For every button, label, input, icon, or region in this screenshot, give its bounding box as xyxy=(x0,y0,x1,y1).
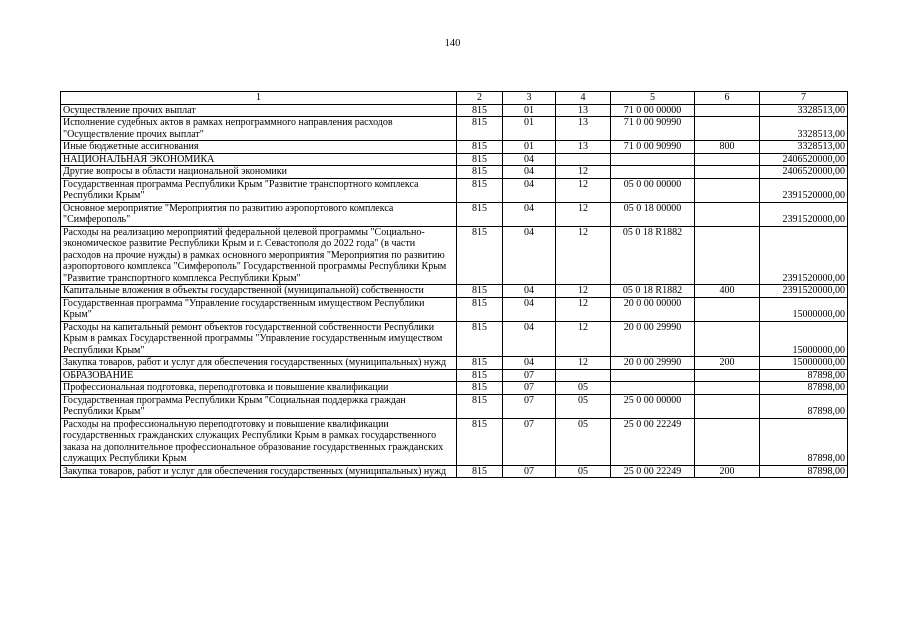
row-subsection xyxy=(556,153,611,166)
table-row xyxy=(61,297,848,321)
row-name: НАЦИОНАЛЬНАЯ ЭКОНОМИКА xyxy=(61,153,457,166)
row-amount: 3328513,00 xyxy=(760,141,848,154)
row-section: 07 xyxy=(503,369,556,382)
column-header: 4 xyxy=(556,92,611,105)
column-header: 2 xyxy=(457,92,503,105)
row-section: 07 xyxy=(503,465,556,478)
row-name: Государственная программа Республики Крым "Развитие транспортного комплекса Республики Крым" xyxy=(61,178,457,202)
row-section: 01 xyxy=(503,104,556,117)
row-expense-type xyxy=(695,394,760,418)
row-name: Государственная программа Республики Крым "Социальная поддержка граждан Республики Крым" xyxy=(61,394,457,418)
row-subsection: 05 xyxy=(556,465,611,478)
row-section: 04 xyxy=(503,178,556,202)
row-code: 815 xyxy=(457,178,503,202)
row-amount: 2391520000,00 xyxy=(760,178,848,202)
row-subsection: 05 xyxy=(556,418,611,465)
row-amount: 2406520000,00 xyxy=(760,153,848,166)
row-section: 01 xyxy=(503,141,556,154)
table-row xyxy=(61,465,848,478)
row-amount: 87898,00 xyxy=(760,465,848,478)
table-row xyxy=(61,418,848,465)
row-target-article: 71 0 00 90990 xyxy=(611,141,695,154)
row-name: ОБРАЗОВАНИЕ xyxy=(61,369,457,382)
row-expense-type xyxy=(695,418,760,465)
row-expense-type xyxy=(695,321,760,357)
row-target-article: 25 0 00 22249 xyxy=(611,418,695,465)
row-subsection: 05 xyxy=(556,382,611,395)
row-name: Закупка товаров, работ и услуг для обеспечения государственных (муниципальных) нужд xyxy=(61,465,457,478)
row-code: 815 xyxy=(457,117,503,141)
row-amount: 15000000,00 xyxy=(760,357,848,370)
row-expense-type xyxy=(695,117,760,141)
row-code: 815 xyxy=(457,382,503,395)
row-section: 04 xyxy=(503,357,556,370)
table-header-row xyxy=(61,92,848,105)
row-subsection: 12 xyxy=(556,285,611,298)
row-code: 815 xyxy=(457,418,503,465)
row-name: Иные бюджетные ассигнования xyxy=(61,141,457,154)
row-code: 815 xyxy=(457,141,503,154)
column-header: 5 xyxy=(611,92,695,105)
row-name: Другие вопросы в области национальной экономики xyxy=(61,166,457,179)
row-target-article: 20 0 00 29990 xyxy=(611,321,695,357)
row-amount: 15000000,00 xyxy=(760,297,848,321)
table-row xyxy=(61,166,848,179)
row-target-article xyxy=(611,369,695,382)
row-expense-type xyxy=(695,382,760,395)
row-section: 04 xyxy=(503,166,556,179)
column-header: 6 xyxy=(695,92,760,105)
row-code: 815 xyxy=(457,166,503,179)
table-row xyxy=(61,357,848,370)
table-row xyxy=(61,117,848,141)
row-section: 04 xyxy=(503,153,556,166)
table-row xyxy=(61,382,848,395)
table-row xyxy=(61,153,848,166)
row-amount: 3328513,00 xyxy=(760,104,848,117)
row-target-article: 20 0 00 29990 xyxy=(611,357,695,370)
row-subsection: 12 xyxy=(556,226,611,285)
row-subsection xyxy=(556,369,611,382)
row-subsection: 12 xyxy=(556,297,611,321)
row-section: 04 xyxy=(503,202,556,226)
row-amount: 87898,00 xyxy=(760,382,848,395)
row-expense-type xyxy=(695,178,760,202)
row-section: 04 xyxy=(503,226,556,285)
row-target-article: 25 0 00 00000 xyxy=(611,394,695,418)
row-section: 01 xyxy=(503,117,556,141)
table-row xyxy=(61,285,848,298)
row-code: 815 xyxy=(457,357,503,370)
row-amount: 87898,00 xyxy=(760,369,848,382)
row-section: 07 xyxy=(503,418,556,465)
row-target-article xyxy=(611,382,695,395)
row-expense-type xyxy=(695,226,760,285)
row-target-article: 05 0 18 R1882 xyxy=(611,285,695,298)
row-name: Капитальные вложения в объекты государственной (муниципальной) собственности xyxy=(61,285,457,298)
row-amount: 2391520000,00 xyxy=(760,226,848,285)
row-code: 815 xyxy=(457,321,503,357)
table-row xyxy=(61,226,848,285)
row-subsection: 12 xyxy=(556,321,611,357)
row-target-article xyxy=(611,153,695,166)
column-header: 7 xyxy=(760,92,848,105)
page-number: 140 xyxy=(444,38,461,49)
row-name: Государственная программа "Управление государственным имуществом Республики Крым" xyxy=(61,297,457,321)
row-name: Расходы на капитальный ремонт объектов государственной собственности Республики Крым в рамках Государственной программы "Управление государственным имуществом Республики Крым" xyxy=(61,321,457,357)
row-code: 815 xyxy=(457,285,503,298)
row-name: Профессиональная подготовка, переподготовка и повышение квалификации xyxy=(61,382,457,395)
table-row xyxy=(61,202,848,226)
row-target-article: 05 0 18 00000 xyxy=(611,202,695,226)
row-code: 815 xyxy=(457,297,503,321)
row-section: 04 xyxy=(503,285,556,298)
row-expense-type xyxy=(695,297,760,321)
row-amount: 87898,00 xyxy=(760,394,848,418)
row-section: 07 xyxy=(503,382,556,395)
row-subsection: 12 xyxy=(556,166,611,179)
table-row xyxy=(61,141,848,154)
row-target-article xyxy=(611,166,695,179)
row-subsection: 12 xyxy=(556,202,611,226)
row-expense-type xyxy=(695,369,760,382)
row-expense-type: 200 xyxy=(695,465,760,478)
row-subsection: 12 xyxy=(556,357,611,370)
budget-table xyxy=(60,91,848,478)
row-expense-type: 800 xyxy=(695,141,760,154)
table-row xyxy=(61,394,848,418)
row-name: Расходы на реализацию мероприятий федеральной целевой программы "Социально-экономическое развитие Республики Крым и г. Севастополя до 2022 года" (в части расходов на прочие нужды) в рамках основного мероприятия "Мероприятия по развитию аэропортового комплекса "Симферополь" Государственной программы Республики Крым "Развитие транспортного комплекса Республики Крым" xyxy=(61,226,457,285)
table-row xyxy=(61,321,848,357)
row-amount: 2391520000,00 xyxy=(760,202,848,226)
row-target-article: 71 0 00 90990 xyxy=(611,117,695,141)
row-amount: 2406520000,00 xyxy=(760,166,848,179)
row-target-article: 05 0 18 R1882 xyxy=(611,226,695,285)
row-section: 07 xyxy=(503,394,556,418)
row-expense-type xyxy=(695,153,760,166)
row-section: 04 xyxy=(503,321,556,357)
row-expense-type xyxy=(695,166,760,179)
row-amount: 3328513,00 xyxy=(760,117,848,141)
row-amount: 2391520000,00 xyxy=(760,285,848,298)
row-target-article: 25 0 00 22249 xyxy=(611,465,695,478)
row-subsection: 13 xyxy=(556,117,611,141)
row-code: 815 xyxy=(457,465,503,478)
row-subsection: 12 xyxy=(556,178,611,202)
row-name: Основное мероприятие "Мероприятия по развитию аэропортового комплекса "Симферополь" xyxy=(61,202,457,226)
row-expense-type xyxy=(695,202,760,226)
row-section: 04 xyxy=(503,297,556,321)
row-name: Закупка товаров, работ и услуг для обеспечения государственных (муниципальных) нужд xyxy=(61,357,457,370)
row-code: 815 xyxy=(457,153,503,166)
row-name: Осуществление прочих выплат xyxy=(61,104,457,117)
row-target-article: 71 0 00 00000 xyxy=(611,104,695,117)
row-expense-type: 400 xyxy=(695,285,760,298)
row-subsection: 13 xyxy=(556,104,611,117)
column-header: 1 xyxy=(61,92,457,105)
row-expense-type xyxy=(695,104,760,117)
row-amount: 87898,00 xyxy=(760,418,848,465)
row-target-article: 20 0 00 00000 xyxy=(611,297,695,321)
row-code: 815 xyxy=(457,394,503,418)
row-code: 815 xyxy=(457,226,503,285)
row-target-article: 05 0 00 00000 xyxy=(611,178,695,202)
row-code: 815 xyxy=(457,104,503,117)
table-row xyxy=(61,104,848,117)
row-code: 815 xyxy=(457,369,503,382)
row-subsection: 13 xyxy=(556,141,611,154)
table-row xyxy=(61,178,848,202)
row-code: 815 xyxy=(457,202,503,226)
column-header: 3 xyxy=(503,92,556,105)
row-name: Исполнение судебных актов в рамках непрограммного направления расходов "Осуществление прочих выплат" xyxy=(61,117,457,141)
row-amount: 15000000,00 xyxy=(760,321,848,357)
row-subsection: 05 xyxy=(556,394,611,418)
row-expense-type: 200 xyxy=(695,357,760,370)
row-name: Расходы на профессиональную переподготовку и повышение квалификации государственных гражданских служащих Республики Крым в рамках государственного заказа на дополнительное профессиональное образование государственных гражданских служащих Республики Крым xyxy=(61,418,457,465)
table-row xyxy=(61,369,848,382)
